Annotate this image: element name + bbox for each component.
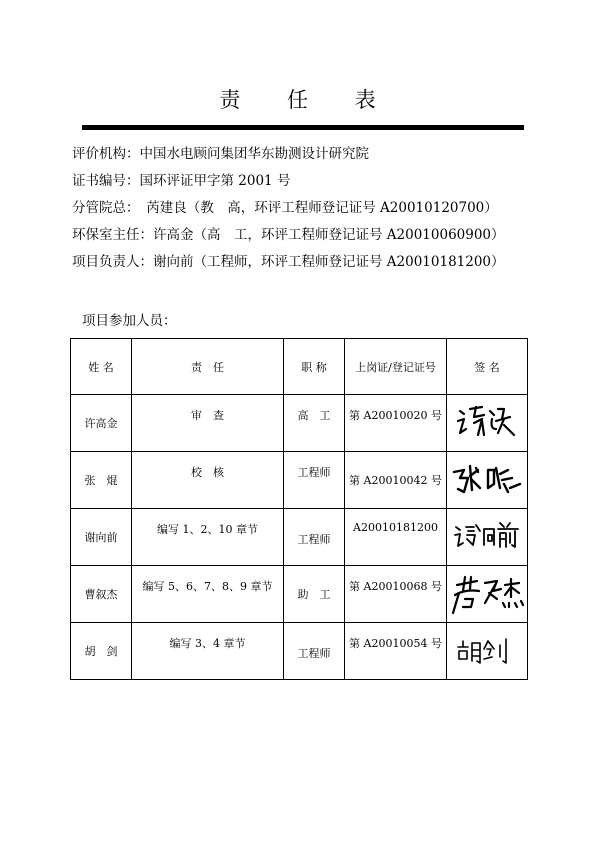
signature-cell — [447, 395, 528, 452]
info-project-leader: 项目负责人：谢向前（工程师，环评工程师登记证号 A20010181200） — [72, 254, 505, 270]
member-certificate: A20010181200 — [353, 521, 438, 534]
member-duty: 审 查 — [191, 409, 224, 422]
document-title: 责 任 表 — [219, 88, 396, 112]
handwritten-signature-icon — [454, 633, 520, 669]
table-row — [71, 395, 528, 452]
title-divider — [82, 125, 524, 130]
handwritten-signature-icon — [450, 460, 524, 500]
signature-cell — [447, 509, 528, 566]
info-certificate-number: 证书编号：国环评证甲字第 2001 号 — [72, 173, 291, 189]
header-certificate: 上岗证/登记证号 — [345, 339, 447, 395]
signature-cell — [447, 623, 528, 680]
header-signature: 签 名 — [447, 339, 528, 395]
member-certificate: 第 A20010042 号 — [349, 474, 442, 487]
table-row — [71, 623, 528, 680]
handwritten-signature-icon — [452, 517, 522, 557]
table-header-row — [71, 339, 528, 395]
signature-cell — [447, 566, 528, 623]
info-supervising-director: 分管院总： 芮建良（教 高，环评工程师登记证号 A20010120700） — [72, 200, 498, 216]
member-title: 助 工 — [297, 588, 331, 601]
header-duty: 责 任 — [132, 339, 284, 395]
member-certificate: 第 A20010020 号 — [349, 409, 442, 422]
table-row — [71, 509, 528, 566]
header-name: 姓 名 — [71, 339, 132, 395]
info-evaluation-agency: 评价机构：中国水电顾问集团华东勘测设计研究院 — [72, 146, 369, 162]
member-certificate: 第 A20010054 号 — [349, 637, 442, 650]
member-name: 张 焜 — [84, 474, 118, 487]
member-duty: 编写 3、4 章节 — [169, 637, 246, 650]
member-name: 曹叙杰 — [84, 588, 118, 601]
handwritten-signature-icon — [454, 401, 520, 445]
member-duty: 校 核 — [191, 466, 224, 479]
member-name: 许高金 — [84, 417, 118, 430]
members-label: 项目参加人员： — [82, 313, 177, 329]
member-name: 胡 剑 — [84, 645, 118, 658]
table-row — [71, 566, 528, 623]
header-title: 职 称 — [284, 339, 345, 395]
signature-cell — [447, 452, 528, 509]
info-office-director: 环保室主任：许高金（高 工，环评工程师登记证号 A20010060900） — [72, 227, 505, 243]
member-duty: 编写 1、2、10 章节 — [157, 523, 258, 536]
member-certificate: 第 A20010068 号 — [349, 580, 442, 593]
responsibility-table — [70, 338, 528, 680]
member-duty: 编写 5、6、7、8、9 章节 — [142, 580, 273, 593]
member-title: 高 工 — [297, 409, 331, 422]
member-title: 工程师 — [297, 647, 331, 660]
member-title: 工程师 — [297, 533, 331, 546]
member-title: 工程师 — [297, 466, 331, 479]
handwritten-signature-icon — [449, 571, 525, 617]
member-name: 谢向前 — [84, 531, 118, 544]
table-row — [71, 452, 528, 509]
